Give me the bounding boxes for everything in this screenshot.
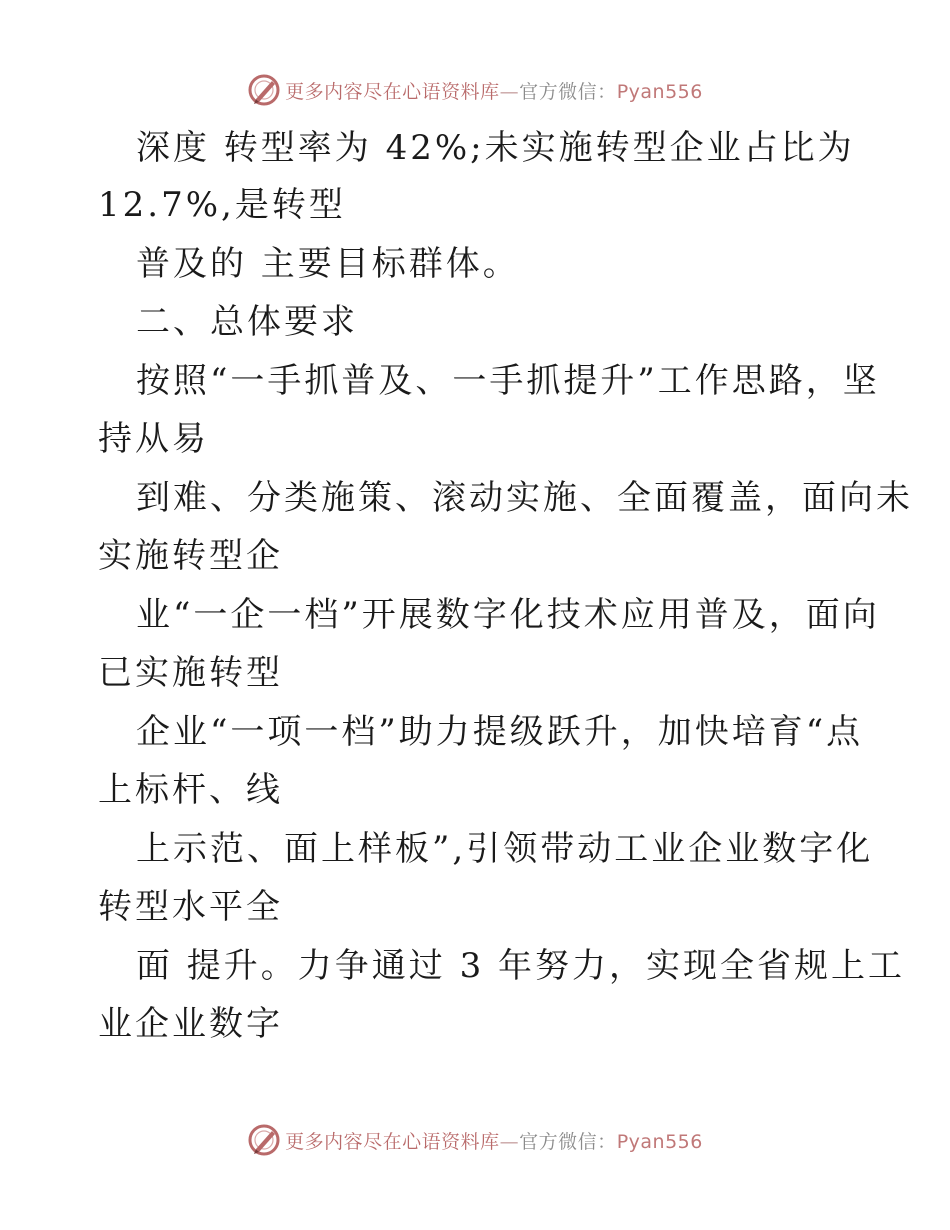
text-line: 实施转型企: [98, 536, 283, 576]
text-line: 持从易: [98, 419, 209, 459]
text-line: 业“一企一档”开展数字化技术应用普及，面向: [136, 595, 880, 635]
text-line: 上标杆、线: [98, 770, 283, 810]
watermark-dash: —: [499, 80, 520, 103]
watermark-wechat-id: Pyan556: [616, 1130, 703, 1153]
header-watermark: [0, 70, 950, 110]
text-line: 深度 转型率为 42%;未实施转型企业占比为: [136, 128, 855, 168]
watermark-text: [285, 77, 703, 104]
text-line: 业企业数字: [98, 1004, 283, 1044]
watermark-main: 更多内容尽在心语资料库: [285, 1130, 500, 1153]
watermark-dash: —: [499, 1130, 520, 1153]
watermark-wechat-label: 官方微信：: [519, 1130, 617, 1153]
text-line: 企业“一项一档”助力提级跃升，加快培育“点: [136, 712, 864, 752]
section-heading: 二、总体要求: [136, 302, 358, 342]
text-line: 上示范、面上样板”,引领带动工业企业数字化: [136, 829, 874, 869]
watermark-wechat-label: 官方微信：: [519, 80, 617, 103]
text-line: 转型水平全: [98, 887, 283, 927]
watermark-text: [285, 1127, 703, 1154]
text-line: 面 提升。力争通过 3 年努力，实现全省规上工: [136, 946, 906, 986]
watermark-main: 更多内容尽在心语资料库: [285, 80, 500, 103]
text-line: 到难、分类施策、滚动实施、全面覆盖，面向未: [136, 478, 913, 518]
text-line: 已实施转型: [98, 653, 283, 693]
seal-pen-icon: [247, 73, 281, 107]
text-line: 普及的 主要目标群体。: [136, 244, 520, 284]
text-line: 12.7%,是转型: [98, 185, 346, 225]
footer-watermark: [0, 1120, 950, 1160]
text-line: 按照“一手抓普及、一手抓提升”工作思路，坚: [136, 361, 880, 401]
watermark-wechat-id: Pyan556: [616, 80, 703, 103]
seal-pen-icon: [247, 1123, 281, 1157]
